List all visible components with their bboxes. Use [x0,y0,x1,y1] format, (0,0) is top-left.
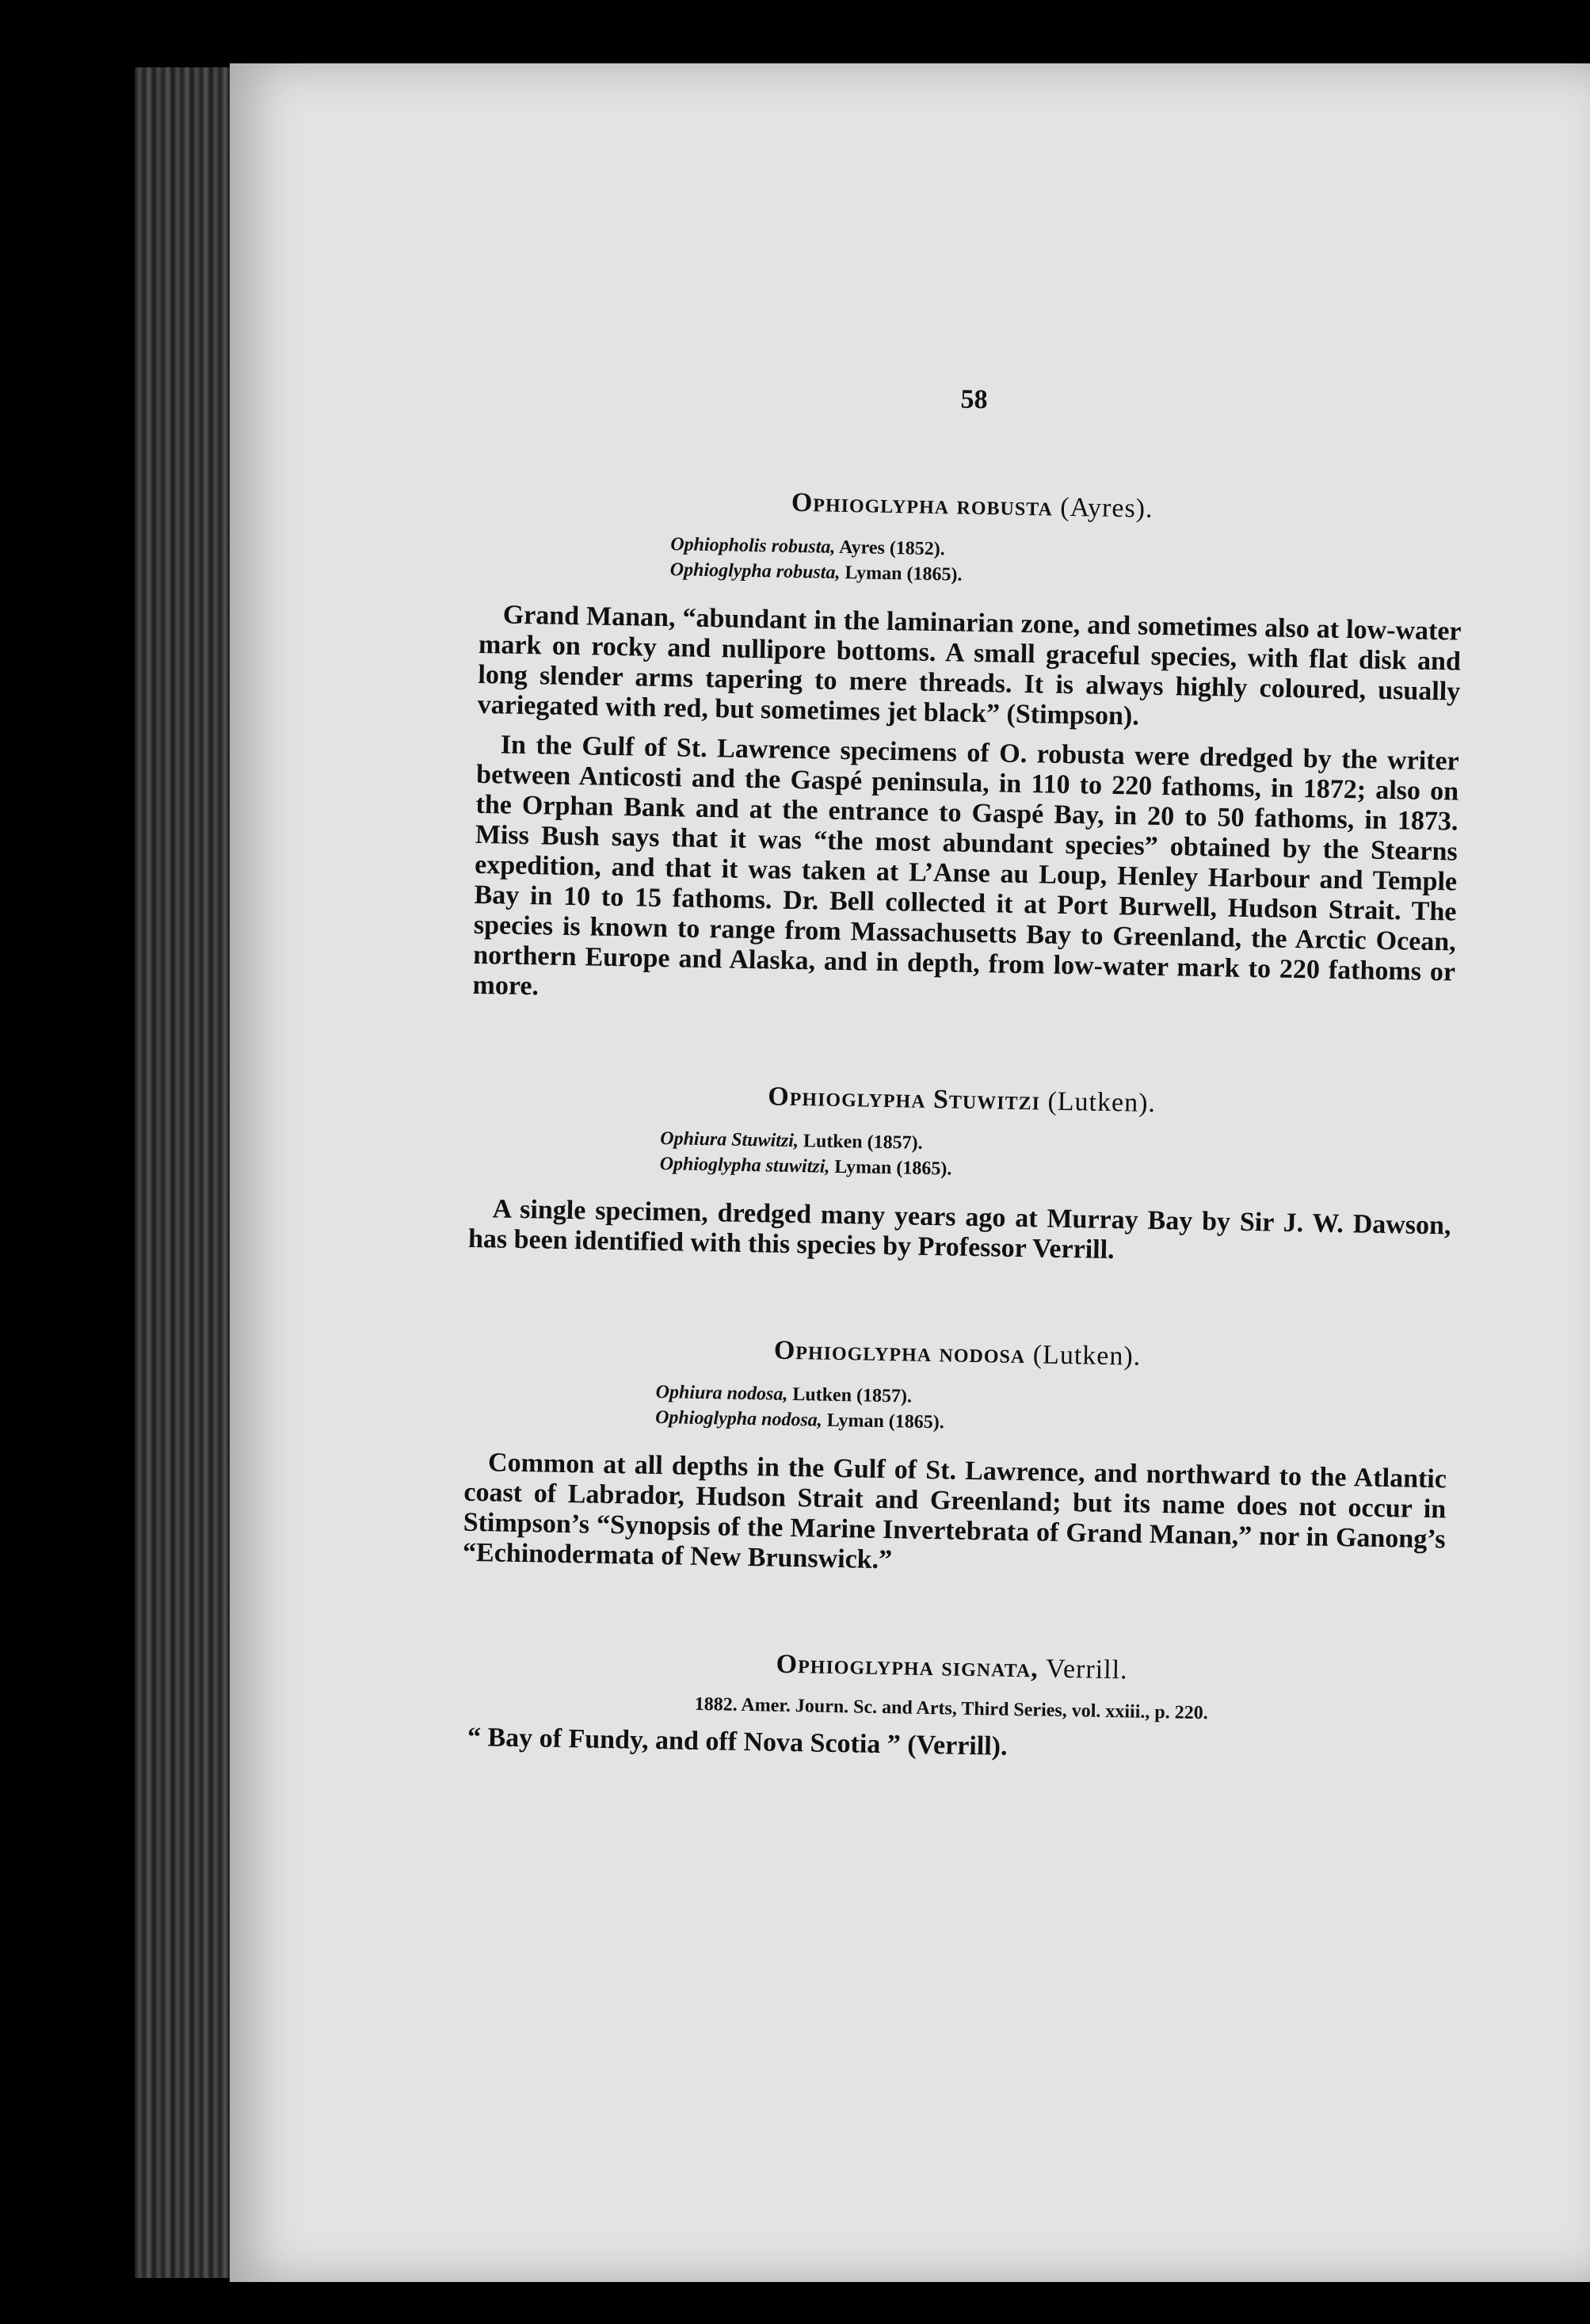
section-signata [459,1644,1443,1770]
book-spine-edge [135,67,238,2278]
section-nodosa [463,1330,1449,1586]
species-author: (Lutken). [1047,1086,1157,1118]
section-stuwitzi [468,1077,1454,1272]
synonym-entry: Ophioglypha nodosa, Lyman (1865). [654,1406,944,1433]
bibliographic-reference: 1882. Amer. Journ. Sc. and Arts, Third Series, vol. xxiii., p. 220. [694,1693,1208,1724]
page-number: 58 [960,384,988,415]
paragraph: Common at all depths in the Gulf of St. Lawrence, and northward to the Atlantic coast of Labrador, Hudson Strait and Greenland; but its name does not occur in Stimpson’s “Synopsis of the Marine Invertebrata of Grand Manan,” nor in Ganong’s “Echinodermata of New Brunswick.” [462,1448,1447,1575]
synonym-entry: Ophiopholis robusta, Ayres (1852). [670,534,946,560]
species-author: Verrill. [1045,1654,1128,1685]
paragraph: In the Gulf of St. Lawrence specimens of O. robusta were dredged by the writer between Anticosti and the Gaspé peninsula, in 110 to 220 fathoms, in 1872; also on the Orphan Bank and at the entrance to Gaspé Bay, in 20 to 50 fathoms, in 1873. Miss Bush says that it was “the most abundant species” obtained by the Stearns expedition, and that it was taken at L’Anse au Loup, Henley Harbour and Temple Bay in 10 to 15 fathoms. Dr. Bell collected it at Port Burwell, Hudson Strait. The species is known to range from Massachusetts Bay to Greenland, the Arctic Ocean, northern Europe and Alaska, and in depth, from low-water mark to 220 fathoms or more. [472,730,1460,1002]
page-sheet [230,63,1590,2282]
section-heading [466,1330,1448,1378]
species-name: Ophioglypha robusta [791,487,1054,522]
synonym-list [659,1126,1452,1190]
synonym-entry: Ophioglypha robusta, Lyman (1865). [669,559,963,586]
species-author: (Lutken). [1032,1340,1142,1372]
synonym-list [655,1380,1448,1444]
section-heading [481,483,1463,530]
species-name: Ophioglypha nodosa [773,1335,1026,1370]
synonym-entry: Ophiura Stuwitzi, Lutken (1857). [660,1128,923,1154]
section-robusta [472,483,1463,1018]
section-heading [471,1077,1453,1124]
synonym-list [669,532,1462,596]
species-name: Ophioglypha Stuwitzi [768,1082,1041,1116]
synonym-entry: Ophioglypha stuwitzi, Lyman (1865). [659,1154,952,1180]
paragraph: A single specimen, dredged many years ago at Murray Bay by Sir J. W. Dawson, has been identified with this species by Professor Verrill. [467,1194,1451,1265]
species-name: Ophioglypha signata, [776,1649,1039,1684]
quotation: “ Bay of Fundy, and off Nova Scotia ” (Verrill). [467,1722,1008,1761]
species-author: (Ayres). [1060,492,1153,524]
paragraph: Grand Manan, “abundant in the laminarian zone, and sometimes also at low-water mark on rocky and nullipore bottoms. A small graceful species, with flat disk and long slender arms tapering to mere threads. It is always highly coloured, usually variegated with red, but sometimes jet black” (Stimpson). [477,600,1462,731]
section-heading [460,1644,1443,1692]
page-content [459,376,1466,1769]
synonym-entry: Ophiura nodosa, Lutken (1857). [655,1381,913,1407]
